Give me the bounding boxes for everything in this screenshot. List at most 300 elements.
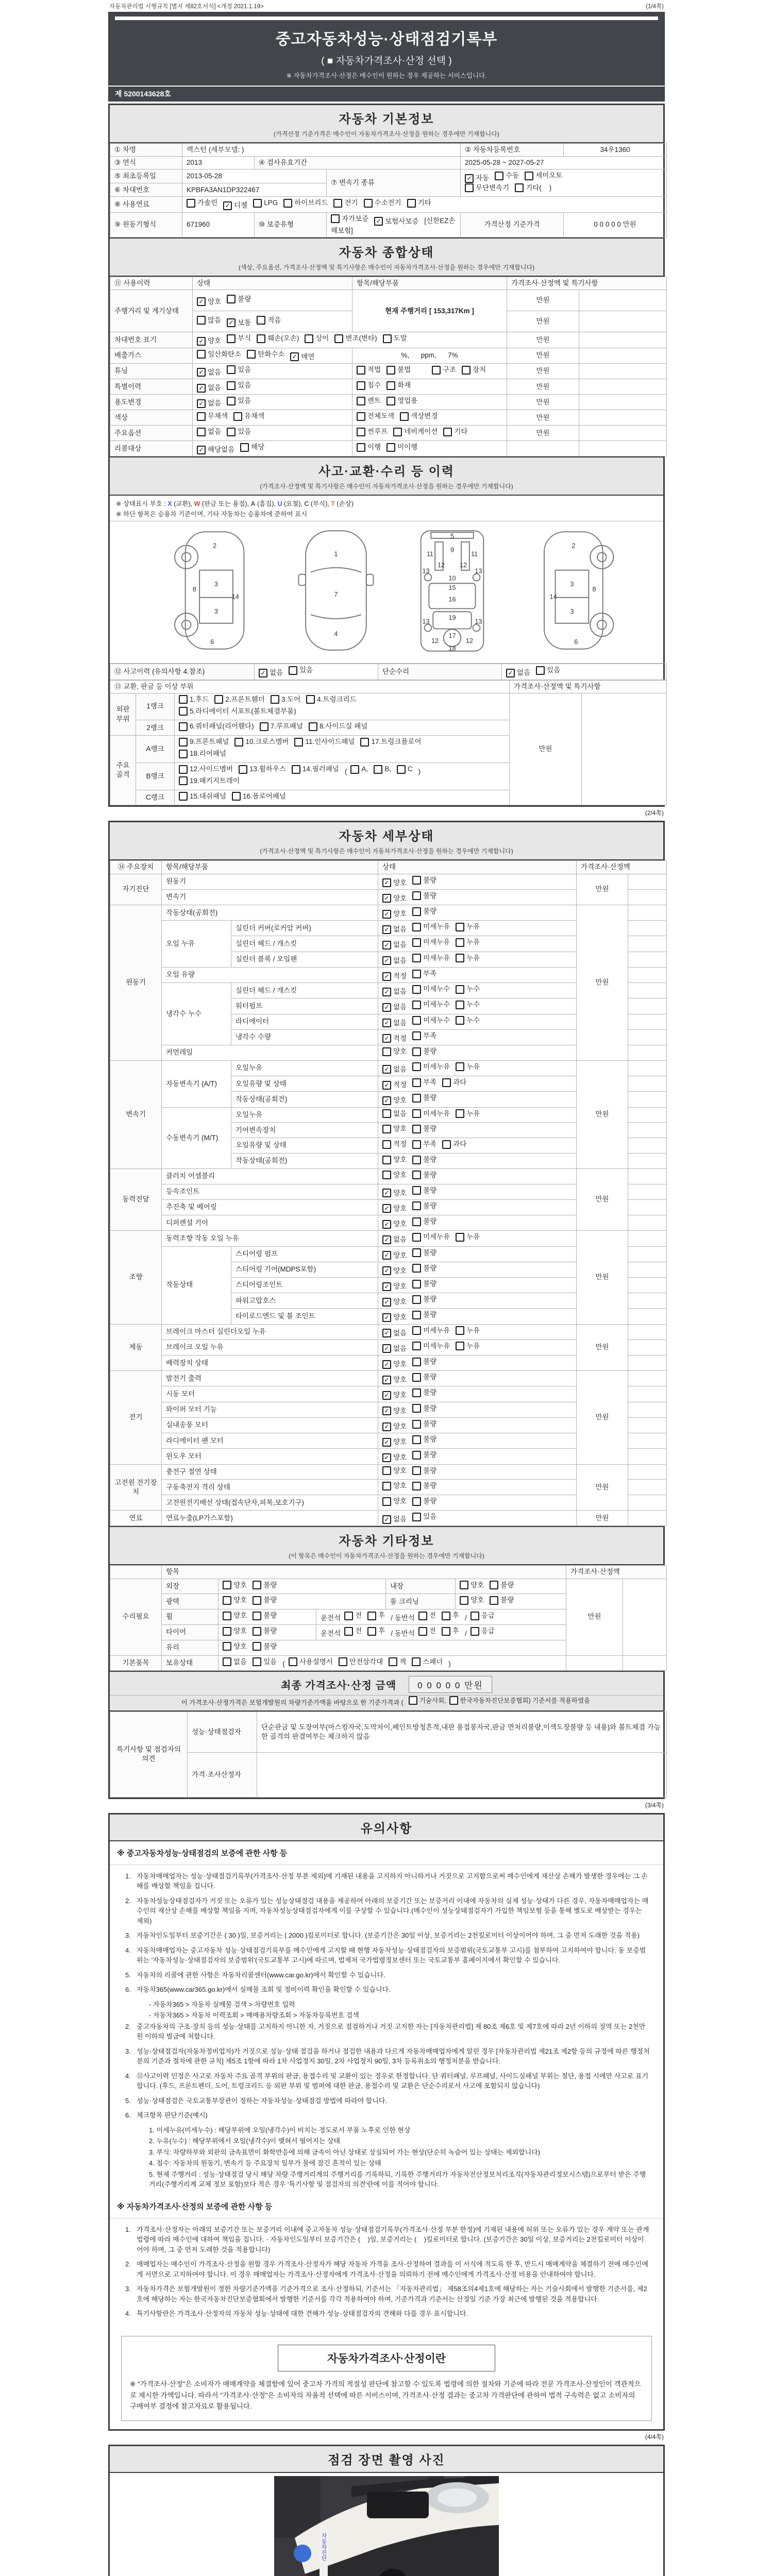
checkbox[interactable] <box>443 428 452 436</box>
checkbox[interactable] <box>223 1612 231 1620</box>
checkbox[interactable] <box>240 443 249 452</box>
checkbox[interactable] <box>407 199 416 208</box>
checkbox[interactable] <box>227 295 236 303</box>
checkbox[interactable]: ✓ <box>197 446 206 454</box>
col-detail-status: 상태 <box>378 861 577 874</box>
checkbox[interactable] <box>412 1657 421 1666</box>
option-많음 <box>197 316 221 325</box>
checkbox[interactable] <box>364 199 373 208</box>
checkbox[interactable]: ✓ <box>382 1096 391 1105</box>
item-label: 추진축 및 베어링 <box>162 1199 378 1215</box>
option-19.패키지트레이 <box>179 776 240 786</box>
checkbox[interactable] <box>374 765 382 774</box>
checkbox[interactable] <box>227 397 236 405</box>
checkbox[interactable] <box>412 985 421 994</box>
checkbox[interactable] <box>179 722 188 731</box>
checkbox[interactable]: ✓ <box>465 174 474 183</box>
checkbox[interactable] <box>179 707 188 716</box>
text: / 동반석 <box>391 1629 415 1637</box>
checkbox[interactable] <box>412 1186 421 1195</box>
option-누수 <box>456 1016 480 1025</box>
checkbox[interactable] <box>412 1201 421 1210</box>
diagram-part-number: 9 <box>450 546 455 554</box>
option-화재 <box>386 381 411 390</box>
checkbox[interactable] <box>179 738 188 747</box>
notice-item-number: 1. <box>125 1872 131 1880</box>
checkbox[interactable] <box>442 1627 450 1636</box>
option-label: 양호 <box>393 1204 407 1212</box>
checkbox[interactable]: ✓ <box>382 1298 391 1307</box>
codes-prefix: ※ 상태표시 부호 : <box>116 500 168 508</box>
checkbox[interactable] <box>382 1466 391 1475</box>
checkbox[interactable]: ✓ <box>382 1391 391 1400</box>
checkbox[interactable] <box>357 381 365 390</box>
checkbox[interactable] <box>412 1094 421 1103</box>
checkbox[interactable] <box>412 1031 421 1040</box>
checkbox[interactable] <box>334 334 343 343</box>
checkbox[interactable] <box>456 1016 464 1025</box>
checkbox[interactable] <box>449 1696 458 1705</box>
checkbox[interactable]: ✓ <box>197 384 206 393</box>
item-label: 라디에이터 팬 모터 <box>162 1433 378 1449</box>
option-양호 <box>382 1155 407 1164</box>
checkbox[interactable] <box>253 1596 261 1605</box>
option-label: 양호 <box>470 1596 484 1604</box>
checkbox[interactable] <box>179 776 188 785</box>
checkbox[interactable] <box>470 1627 479 1636</box>
checkbox[interactable]: ✓ <box>197 399 206 408</box>
option-label: 누유 <box>466 1326 480 1334</box>
option-양호 <box>382 1204 407 1213</box>
checkbox[interactable] <box>412 1404 421 1413</box>
note-cell <box>628 1231 667 1246</box>
checkbox[interactable] <box>412 1140 421 1149</box>
car-name-value: 렉스턴 (세부모델: ) <box>182 144 461 157</box>
checkbox[interactable] <box>253 1627 261 1636</box>
checkbox[interactable] <box>412 1217 421 1226</box>
checkbox[interactable] <box>525 172 533 180</box>
checkbox[interactable] <box>397 765 406 774</box>
checkbox[interactable] <box>460 1596 468 1605</box>
checkbox[interactable] <box>412 1513 421 1521</box>
checkbox[interactable]: ✓ <box>382 1034 391 1043</box>
option-label: 불량 <box>263 1581 277 1589</box>
checkbox[interactable]: ✓ <box>290 352 299 361</box>
checkbox[interactable] <box>412 970 421 978</box>
device-group-label: 변속기 <box>110 1060 162 1168</box>
diagram-part-number: 2 <box>212 541 217 550</box>
wheel-position-options <box>316 1609 566 1625</box>
basic-info-title: 자동차 기본정보 <box>339 112 434 126</box>
option-label: 누유 <box>466 1342 480 1350</box>
note-cell <box>628 1309 667 1324</box>
checkbox[interactable] <box>442 1612 450 1620</box>
option-적음 <box>257 316 281 325</box>
checkbox[interactable] <box>331 214 340 223</box>
checkbox[interactable]: ✓ <box>382 1220 391 1229</box>
checkbox[interactable] <box>386 381 395 390</box>
checkbox[interactable] <box>247 350 256 359</box>
checkbox[interactable] <box>179 765 188 774</box>
checkbox[interactable] <box>382 1140 391 1149</box>
option-미세누수 <box>412 1016 450 1025</box>
checkbox[interactable] <box>294 738 303 747</box>
checkbox[interactable] <box>412 891 421 900</box>
checkbox[interactable] <box>344 1612 353 1620</box>
checkbox[interactable]: ✓ <box>382 1360 391 1369</box>
checkbox[interactable] <box>253 1612 261 1620</box>
checkbox[interactable] <box>412 923 421 931</box>
checkbox[interactable] <box>214 695 223 704</box>
checkbox[interactable] <box>382 1497 391 1506</box>
checkbox[interactable] <box>382 1482 391 1490</box>
checkbox[interactable]: ✓ <box>374 217 383 226</box>
checkbox[interactable]: ✓ <box>227 318 236 327</box>
option-label: 13.휠하우스 <box>249 765 286 773</box>
checkbox[interactable] <box>412 907 421 916</box>
checkbox[interactable] <box>227 381 236 390</box>
checkbox[interactable] <box>515 183 524 192</box>
option-없음 <box>259 668 283 677</box>
checkbox[interactable] <box>400 412 409 421</box>
checkbox[interactable] <box>412 1156 421 1164</box>
checkbox[interactable] <box>412 1326 421 1335</box>
checkbox[interactable] <box>412 1016 421 1025</box>
checkbox[interactable] <box>490 1581 498 1589</box>
checkbox[interactable]: ✓ <box>382 1453 391 1462</box>
notice-item-text: 자동차의 리콜에 관한 사항은 자동차리콜센터(www.car.go.kr)에서 확인할 수 있습니다. <box>137 1971 385 1979</box>
checkbox[interactable] <box>465 183 474 192</box>
main-option-row <box>110 426 667 441</box>
checkbox[interactable] <box>418 1627 427 1636</box>
option-있음 <box>227 381 251 390</box>
item-label: 기어변속장치 <box>231 1123 378 1138</box>
checkbox[interactable] <box>409 1696 417 1705</box>
checkbox[interactable]: ✓ <box>382 925 391 934</box>
tuning-sub-options <box>352 363 507 379</box>
checkbox[interactable] <box>260 722 268 731</box>
checkbox[interactable]: ✓ <box>197 368 206 377</box>
accident-history-options <box>255 664 378 680</box>
checkbox[interactable] <box>292 765 300 774</box>
status-options <box>378 905 577 921</box>
checkbox[interactable] <box>360 738 369 747</box>
status-options <box>378 889 577 905</box>
checkbox[interactable] <box>412 1078 421 1087</box>
checkbox[interactable]: ✓ <box>382 1313 391 1322</box>
rankA-items <box>175 736 510 763</box>
note-cell <box>628 936 667 952</box>
checkbox[interactable] <box>412 1109 421 1118</box>
checkbox[interactable] <box>223 1642 231 1651</box>
checkbox[interactable]: ✓ <box>382 878 391 887</box>
checkbox[interactable] <box>357 428 365 436</box>
emission-row <box>110 348 667 363</box>
checkbox[interactable] <box>460 1581 468 1589</box>
checkbox[interactable] <box>239 765 247 774</box>
checkbox[interactable]: ✓ <box>382 972 391 981</box>
note-cell <box>628 1029 667 1045</box>
checkbox[interactable] <box>412 1342 421 1350</box>
checkbox[interactable] <box>223 1627 231 1636</box>
vin-value: KPBFA3AN1DP322467 <box>182 183 327 197</box>
option-label: 양호 <box>393 1391 407 1399</box>
checkbox[interactable]: ✓ <box>382 1438 391 1447</box>
checkbox[interactable] <box>412 1248 421 1257</box>
checkbox[interactable] <box>382 1047 391 1056</box>
checkbox[interactable]: ✓ <box>382 1344 391 1353</box>
checkbox[interactable] <box>253 1657 261 1666</box>
option-불량 <box>253 1642 277 1651</box>
checkbox[interactable] <box>367 1627 376 1636</box>
checkbox[interactable] <box>412 1047 421 1056</box>
checkbox[interactable] <box>382 1171 391 1179</box>
option-부식 <box>227 334 251 343</box>
checkbox[interactable] <box>197 412 206 421</box>
checkbox[interactable] <box>333 199 342 208</box>
checkbox[interactable] <box>253 1642 261 1651</box>
checkbox[interactable] <box>305 334 313 343</box>
checkbox[interactable] <box>412 1435 421 1444</box>
checkbox[interactable] <box>179 695 188 704</box>
checkbox[interactable]: ✓ <box>382 1251 391 1260</box>
checkbox[interactable] <box>253 1581 261 1589</box>
checkbox[interactable]: ✓ <box>382 1422 391 1431</box>
checkbox[interactable] <box>257 334 265 343</box>
status-options <box>378 1340 577 1355</box>
item-label: 스티어링조인트 <box>231 1277 378 1293</box>
checkbox[interactable] <box>382 1125 391 1133</box>
checkbox[interactable] <box>442 1078 451 1087</box>
checkbox[interactable] <box>383 334 392 343</box>
checkbox[interactable] <box>357 443 365 452</box>
checkbox[interactable] <box>271 695 279 704</box>
checkbox[interactable] <box>536 666 545 675</box>
checkbox[interactable] <box>456 1342 464 1350</box>
checkbox[interactable]: ✓ <box>382 1515 391 1524</box>
checkbox[interactable]: ✓ <box>382 1065 391 1074</box>
checkbox[interactable] <box>197 350 206 359</box>
emission-values: %, ppm, 7% <box>352 348 507 363</box>
checkbox[interactable] <box>234 738 243 747</box>
checkbox[interactable] <box>456 1233 464 1242</box>
checkbox[interactable] <box>357 412 365 421</box>
checkbox[interactable]: ✓ <box>382 910 391 919</box>
option-label: 미세누수 <box>423 1016 450 1024</box>
text: ( <box>344 767 347 775</box>
checkbox[interactable] <box>412 1497 421 1506</box>
checkbox[interactable] <box>389 1657 397 1666</box>
checkbox[interactable]: ✓ <box>382 1189 391 1197</box>
checkbox[interactable]: ✓ <box>197 297 206 306</box>
checkbox[interactable]: ✓ <box>382 894 391 903</box>
checkbox[interactable] <box>412 1311 421 1319</box>
option-미세누유 <box>412 922 450 931</box>
option-label: 불량 <box>423 1497 437 1505</box>
checkbox[interactable] <box>412 1280 421 1289</box>
checkbox[interactable] <box>456 1062 464 1071</box>
option-양호 <box>460 1596 484 1605</box>
price-appraisal-infobox <box>121 2336 652 2421</box>
checkbox[interactable] <box>223 1657 231 1666</box>
checkbox[interactable] <box>412 1171 421 1179</box>
checkbox[interactable] <box>412 1451 421 1460</box>
vin-mark-options <box>193 332 507 348</box>
checkbox[interactable] <box>412 1373 421 1382</box>
checkbox[interactable] <box>412 1125 421 1133</box>
notice-item <box>125 2022 650 2042</box>
option-label: 양호 <box>393 1313 407 1321</box>
checkbox[interactable] <box>382 1109 391 1118</box>
checkbox[interactable] <box>393 428 402 436</box>
checkbox[interactable] <box>442 1140 451 1149</box>
option-label: C <box>407 765 413 773</box>
checkbox[interactable]: ✓ <box>506 669 515 677</box>
note-cell <box>628 1449 667 1464</box>
item-label: 커먼레일 <box>162 1045 378 1061</box>
checkbox[interactable] <box>412 1482 421 1490</box>
checkbox[interactable] <box>412 1388 421 1397</box>
main-option-kind-options <box>352 426 507 441</box>
checkbox[interactable] <box>412 938 421 947</box>
checkbox[interactable]: ✓ <box>259 669 267 677</box>
option-label: 양호 <box>233 1642 247 1650</box>
checkbox[interactable] <box>289 666 297 675</box>
option-label: 해당없음 <box>208 446 235 454</box>
checkbox[interactable]: ✓ <box>382 1003 391 1012</box>
checkbox[interactable] <box>367 1612 376 1620</box>
checkbox[interactable] <box>456 954 464 962</box>
checkbox[interactable] <box>257 316 265 325</box>
checkbox[interactable] <box>412 1295 421 1304</box>
checkbox[interactable] <box>412 1420 421 1429</box>
checkbox[interactable] <box>339 1657 347 1666</box>
checkbox[interactable] <box>227 428 236 436</box>
checkbox[interactable] <box>418 1612 427 1620</box>
checkbox[interactable] <box>179 750 188 758</box>
option-label: 누수 <box>466 1016 480 1024</box>
checkbox[interactable] <box>233 412 242 421</box>
option-탄화수소 <box>247 350 284 359</box>
checkbox[interactable] <box>253 199 262 208</box>
checkbox[interactable]: ✓ <box>382 1235 391 1244</box>
checkbox[interactable] <box>456 923 464 931</box>
engine-type-label: ⑨ 원동기형식 <box>110 212 182 237</box>
checkbox[interactable]: ✓ <box>382 1282 391 1291</box>
checkbox[interactable]: ✓ <box>382 1266 391 1275</box>
checkbox[interactable] <box>412 1062 421 1071</box>
checkbox[interactable] <box>227 365 236 374</box>
checkbox[interactable] <box>412 1233 421 1242</box>
checkbox[interactable]: ✓ <box>382 988 391 996</box>
note-cell <box>628 1495 667 1511</box>
option-label: 양호 <box>233 1612 247 1620</box>
checkbox[interactable]: ✓ <box>382 1081 391 1090</box>
checkbox[interactable] <box>432 366 441 375</box>
current-mileage: 현재 주행거리 [ 153,317Km ] <box>352 290 507 332</box>
checkbox[interactable] <box>232 792 241 801</box>
checkbox[interactable] <box>306 695 315 704</box>
option-label: 양호 <box>393 1047 407 1056</box>
checkbox[interactable]: ✓ <box>382 1329 391 1337</box>
checkbox[interactable] <box>456 1001 464 1009</box>
checkbox[interactable] <box>386 443 395 452</box>
option-label: 일산화탄소 <box>208 350 242 358</box>
checkbox[interactable] <box>386 397 395 405</box>
checkbox[interactable] <box>283 199 292 208</box>
checkbox[interactable]: ✓ <box>197 337 206 346</box>
checkbox[interactable] <box>357 366 365 375</box>
checkbox[interactable]: ✓ <box>382 1406 391 1415</box>
option-label: 전 <box>429 1612 436 1620</box>
checkbox[interactable] <box>412 1264 421 1273</box>
price-cell: 만원 <box>577 1168 628 1230</box>
checkbox[interactable] <box>227 334 236 343</box>
checkbox[interactable] <box>412 954 421 962</box>
checkbox[interactable] <box>187 199 195 208</box>
price-cell: 만원 <box>577 874 628 905</box>
note-cell <box>628 1153 667 1168</box>
checkbox[interactable] <box>456 938 464 947</box>
checkbox[interactable] <box>223 1596 231 1605</box>
checkbox[interactable] <box>412 1358 421 1366</box>
checkbox[interactable] <box>223 1581 231 1589</box>
option-매연 <box>290 352 314 362</box>
checkbox[interactable] <box>456 985 464 994</box>
checkbox[interactable] <box>412 1001 421 1009</box>
notice-items <box>110 1865 663 2195</box>
checkbox[interactable] <box>495 172 503 180</box>
checkbox[interactable] <box>490 1596 498 1605</box>
tire-position-options <box>316 1624 566 1640</box>
color-label: 색상 <box>110 410 193 426</box>
checkbox[interactable] <box>412 1466 421 1475</box>
checkbox[interactable] <box>456 1109 464 1118</box>
notice-item <box>125 2046 650 2066</box>
car-damage-diagram <box>110 521 663 664</box>
checkbox[interactable] <box>357 397 365 405</box>
checkbox[interactable]: ✓ <box>382 1204 391 1213</box>
option-label: 양호 <box>393 1155 407 1163</box>
checkbox[interactable]: ✓ <box>382 941 391 950</box>
final-price-note <box>110 1696 663 1711</box>
checkbox[interactable] <box>289 1657 297 1666</box>
checkbox[interactable] <box>470 1612 479 1620</box>
checkbox[interactable]: ✓ <box>382 1376 391 1384</box>
option-A, <box>350 765 368 774</box>
checkbox[interactable]: ✓ <box>223 201 232 210</box>
option-있음 <box>536 666 560 675</box>
price-cell: 만원 <box>507 410 579 426</box>
checkbox[interactable] <box>350 765 359 774</box>
checkbox[interactable] <box>382 1156 391 1164</box>
option-미세누유 <box>412 938 450 947</box>
item-label: 실내송풍 모터 <box>162 1417 378 1433</box>
checkbox[interactable]: ✓ <box>382 956 391 965</box>
checkbox[interactable] <box>197 316 206 325</box>
checkbox[interactable] <box>412 876 421 885</box>
checkbox[interactable] <box>197 428 206 436</box>
option-불량 <box>412 907 436 916</box>
checkbox[interactable] <box>179 792 188 801</box>
checkbox[interactable] <box>309 722 317 731</box>
checkbox[interactable] <box>386 366 395 375</box>
checkbox[interactable] <box>456 1326 464 1335</box>
checkbox[interactable] <box>462 366 470 375</box>
option-label: 14.필러패널 <box>302 765 339 773</box>
checkbox[interactable] <box>344 1627 353 1636</box>
checkbox[interactable]: ✓ <box>382 1019 391 1027</box>
